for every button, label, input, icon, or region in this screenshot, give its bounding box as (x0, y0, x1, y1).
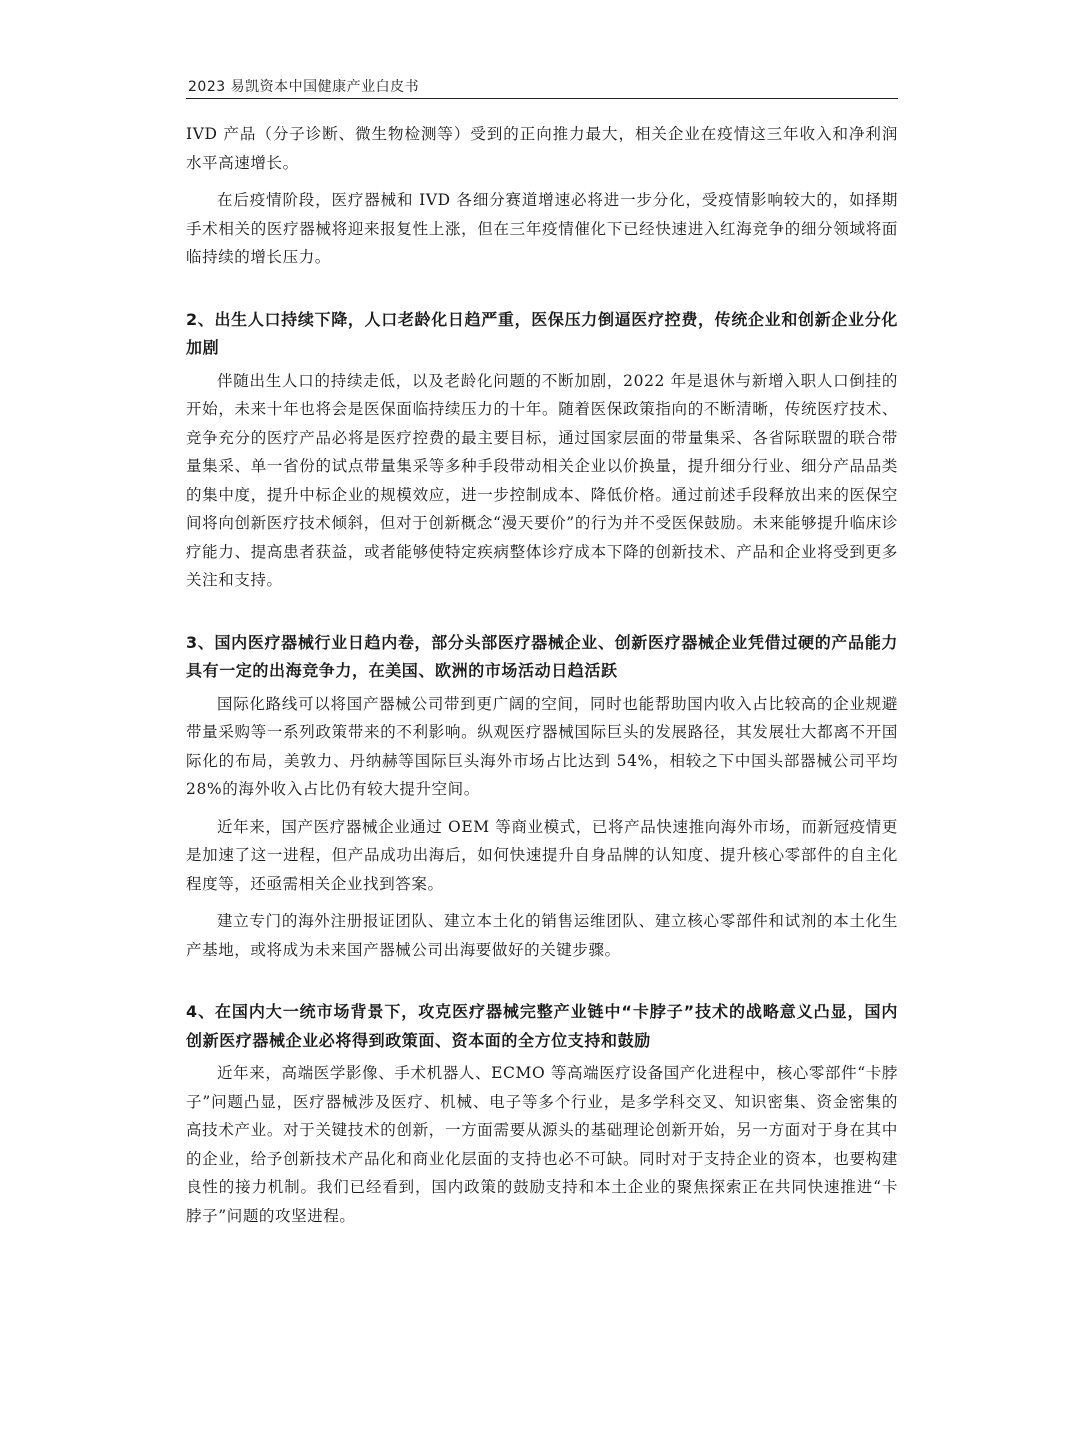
section-4-paragraph: 近年来，高端医学影像、手术机器人、ECMO 等高端医疗设备国产化进程中，核心零部件“卡脖子”问题凸显，医疗器械涉及医疗、机械、电子等多个行业，是多学科交叉、知识密集、资金密集的高技术产业。对于关键技术的创新，一方面需要从源头的基础理论创新开始，另一方面对于身在其中的企业，给予创新技术产品化和商业化层面的支持也必不可缺。同时对于支持企业的资本，也要构建良性的接力机制。我们已经看到，国内政策的鼓励支持和本土企业的聚焦探索正在共同快速推进“卡脖子”问题的攻坚进程。 (186, 1064, 898, 1225)
section-heading-3: 3、国内医疗器械行业日趋内卷，部分头部医疗器械企业、创新医疗器械企业凭借过硬的产品能力具有一定的出海竞争力，在美国、欧洲的市场活动日趋活跃 (186, 632, 898, 680)
section-2-paragraph: 伴随出生人口的持续走低，以及老龄化问题的不断加剧，2022 年是退休与新增入职人口倒挂的开始，未来十年也将会是医保面临持续压力的十年。随着医保政策指向的不断清晰，传统医疗技术、竞争充分的医疗产品必将是医疗控费的最主要目标，通过国家层面的带量集采、各省际联盟的联合带量集采、单一省份的试点带量集采等多种手段带动相关企业以价换量，提升细分行业、细分产品品类的集中度，提升中标企业的规模效应，进一步控制成本、降低价格。通过前述手段释放出来的医保空间将向创新医疗技术倾斜，但对于创新概念“漫天要价”的行为并不受医保鼓励。未来能够提升临床诊疗能力、提高患者获益，或者能够使特定疾病整体诊疗成本下降的创新技术、产品和企业将受到更多关注和支持。 (186, 371, 898, 589)
document-body (186, 120, 898, 1230)
section-3-paragraph: 近年来，国产医疗器械企业通过 OEM 等商业模式，已将产品快速推向海外市场，而新冠疫情更是加速了这一进程，但产品成功出海后，如何快速提升自身品牌的认知度、提升核心零部件的自主化程度等，还亟需相关企业找到答案。 (186, 817, 898, 893)
section-3-paragraph: 建立专门的海外注册报证团队、建立本土化的销售运维团队、建立核心零部件和试剂的本土化生产基地，或将成为未来国产器械公司出海要做好的关键步骤。 (186, 912, 898, 959)
header-title: 2023 易凯资本中国健康产业白皮书 (188, 79, 420, 95)
section-heading-4: 4、在国内大一统市场背景下，攻克医疗器械完整产业链中“卡脖子”技术的战略意义凸显，国内创新医疗器械企业必将得到政策面、资本面的全方位支持和鼓励 (186, 1002, 898, 1050)
page-header (186, 74, 898, 99)
intro-paragraph-continued: IVD 产品（分子诊断、微生物检测等）受到的正向推力最大，相关企业在疫情这三年收入和净利润水平高速增长。 (186, 125, 898, 172)
section-3-paragraph: 国际化路线可以将国产器械公司带到更广阔的空间，同时也能帮助国内收入占比较高的企业规避带量采购等一系列政策带来的不利影响。纵观医疗器械国际巨头的发展路径，其发展壮大都离不开国际化的布局，美敦力、丹纳赫等国际巨头海外市场占比达到 54%，相较之下中国头部器械公司平均 28%的海外收入占比仍有较大提升空间。 (186, 694, 898, 798)
section-heading-2: 2、出生人口持续下降，人口老龄化日趋严重，医保压力倒逼医疗控费，传统企业和创新企业分化加剧 (186, 309, 898, 357)
intro-paragraph: 在后疫情阶段，医疗器械和 IVD 各细分赛道增速必将进一步分化，受疫情影响较大的，如择期手术相关的医疗器械将迎来报复性上涨，但在三年疫情催化下已经快速进入红海竞争的细分领域将面临持续的增长压力。 (186, 191, 898, 266)
